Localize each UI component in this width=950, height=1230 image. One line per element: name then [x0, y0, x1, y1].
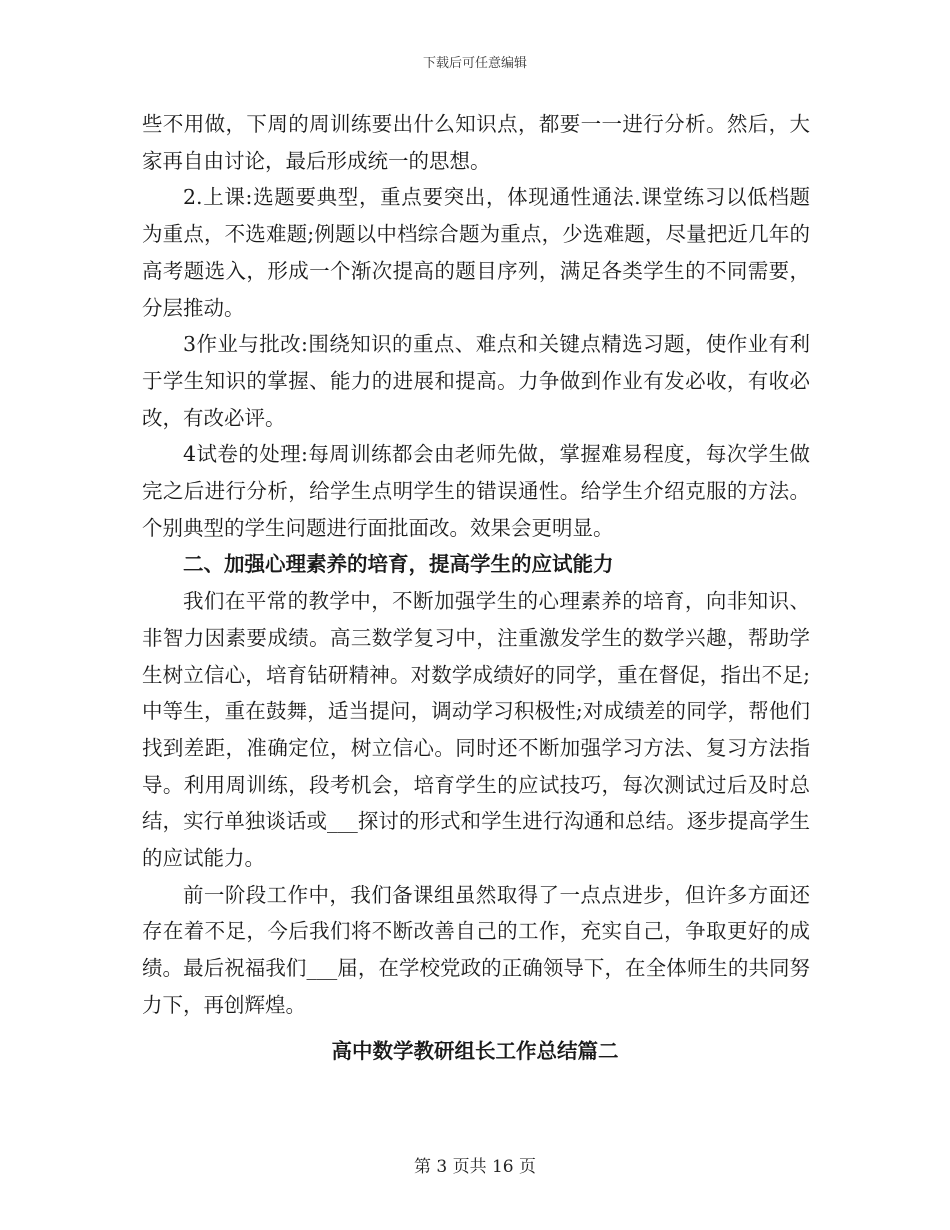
- page-header: 下载后可任意编辑: [422, 56, 527, 71]
- paragraph-lesson: 2.上课:选题要典型，重点要突出，体现通性通法.课堂练习以低档题为重点，不选难题;例题以中档综合题为重点，少选难题，尽量把近几年的高考题选入，形成一个渐次提高的题目序列，满足各类学生的不同需要，分层推动。: [142, 185, 810, 320]
- paragraph-psychology: 我们在平常的教学中，不断加强学生的心理素养的培育，向非知识、非智力因素要成绩。高三数学复习中，注重激发学生的数学兴趣，帮助学生树立信心，培育钻研精神。对数学成绩好的同学，重在督促，指出不足;中等生，重在鼓舞，适当提问，调动学习积极性;对成绩差的同学，帮他们找到差距，准确定位，树立信心。同时还不断加强学习方法、复习方法指导。利用周训练，段考机会，培育学生的应试技巧，每次测试过后及时总结，实行单独谈话或___探讨的形式和学生进行沟通和总结。逐步提高学生的应试能力。: [142, 589, 810, 871]
- paragraph-conclusion: 前一阶段工作中，我们备课组虽然取得了一点点进步，但许多方面还存在着不足，今后我们将不断改善自己的工作，充实自己，争取更好的成绩。最后祝福我们___届，在学校党政的正确领导下，在全体师生的共同努力下，再创辉煌。: [142, 882, 810, 1017]
- paragraph-continuation: 些不用做，下周的周训练要出什么知识点，都要一一进行分析。然后，大家再自由讨论，最后形成统一的思想。: [142, 112, 810, 173]
- document-body: [142, 106, 810, 1024]
- section-heading: 二、加强心理素养的培育，提高学生的应试能力: [183, 552, 614, 577]
- paragraph-exam-handling: 4试卷的处理:每周训练都会由老师先做，掌握难易程度，每次学生做完之后进行分析，给学生点明学生的错误通性。给学生介绍克服的方法。个别典型的学生问题进行面批面改。效果会更明显。: [142, 442, 810, 540]
- document-title: 高中数学教研组长工作总结篇二: [331, 1039, 619, 1063]
- page-footer: 第 3 页共 16 页: [413, 1157, 537, 1177]
- paragraph-homework: 3作业与批改:围绕知识的重点、难点和关键点精选习题，使作业有利于学生知识的掌握、能力的进展和提高。力争做到作业有发必收，有收必改，有改必评。: [142, 332, 810, 430]
